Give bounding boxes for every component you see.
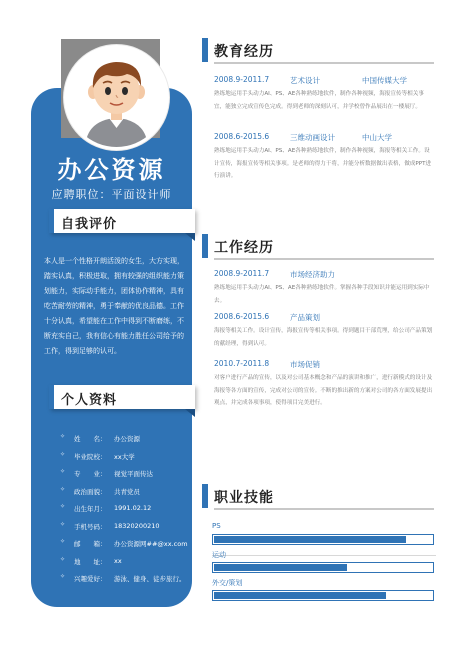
work-entry	[214, 312, 434, 350]
diamond-icon: ✧	[60, 450, 66, 458]
diamond-icon: ✧	[60, 555, 66, 563]
diamond-icon: ✧	[60, 433, 66, 440]
diamond-icon: ✧	[60, 468, 66, 475]
info-row: ✧ 毕业院校： xx大学	[60, 450, 135, 461]
entry-description: 海报等相关工作。设计宣传，海报宣传等相关事项。得到题目干部荒埋，给公司产品策划的献经理，得到认可。	[214, 328, 433, 347]
section-marker	[202, 38, 208, 62]
skill-sport	[212, 550, 436, 573]
work-entry	[214, 359, 434, 410]
divider	[214, 258, 434, 260]
skills-header	[202, 484, 434, 510]
candidate-name: 办公资源	[57, 156, 166, 184]
skill-name: PS	[212, 522, 221, 530]
self-eval-title: 自我评价	[61, 217, 118, 232]
entry-role: 市场经济助力	[290, 270, 335, 279]
education-entry	[214, 132, 434, 183]
entry-date: 2008.9-2011.7	[214, 269, 270, 278]
personal-info-tab	[49, 385, 195, 409]
entry-date: 2008.6-2015.6	[214, 132, 270, 141]
skills-title: 职业技能	[214, 490, 274, 506]
personal-info-title: 个人资料	[61, 393, 118, 408]
tab-accent	[49, 209, 54, 233]
education-header	[202, 38, 434, 64]
work-title: 工作经历	[214, 240, 274, 256]
tab-fold	[185, 409, 195, 417]
entry-date: 2010.7-2011.8	[214, 359, 270, 368]
skill-bar	[212, 590, 434, 601]
diamond-icon: ✧	[60, 520, 66, 528]
entry-major: 三维动画设计	[290, 133, 335, 142]
skill-bar	[212, 562, 434, 573]
diamond-icon: ✧	[60, 538, 66, 545]
entry-date: 2008.9-2011.7	[214, 75, 270, 84]
education-entry	[214, 75, 434, 113]
info-row: ✧ 专 业： 视觉平面传达	[60, 468, 153, 478]
tab-accent	[49, 385, 54, 409]
entry-role: 市场促销	[290, 360, 320, 369]
skill-fill	[214, 564, 347, 571]
info-row: ✧ 出生年月： 1991.02.12	[60, 503, 152, 513]
self-eval-tab	[49, 209, 195, 233]
info-row: ✧ 邮 箱： 办公资源网##@xx.com	[60, 538, 188, 548]
info-row: ✧ 姓 名： 办公资源	[60, 433, 140, 443]
info-row: ✧ 兴趣爱好： 游泳、健身、徒步旅行。	[60, 573, 186, 583]
self-eval-text: 本人是一个性格开朗活泼的女生，大方实现，踏实认真，积极进取，拥有较强的组织能力策划能力，实际动手能力，团体协作精神，具有吃苦耐劳的精神，勇于奉献的优良品德。工作十分认真，希望能在工作中得到不断磨练，不断充实自己，我有信心有能力胜任公司给予的工作，得到足够的认可。	[44, 257, 184, 355]
entry-date: 2008.6-2015.6	[214, 312, 270, 321]
diamond-icon: ✧	[60, 573, 66, 580]
skill-bar	[212, 534, 434, 545]
section-marker	[202, 484, 208, 508]
divider	[214, 508, 434, 510]
diamond-icon: ✧	[60, 485, 66, 493]
entry-description: 熟练地运用手头动力AI、PS、AE各种熟练地软件，制作各种视频，海报等相关工作。设计宣传，海报宣传等相关事项。是老师的得力干将，并能分析数据做出表格，做成PPT进行演讲。	[214, 148, 432, 179]
applied-position: 应聘职位：平面设计师	[51, 188, 172, 201]
education-title: 教育经历	[214, 44, 274, 60]
tab-fold	[185, 233, 195, 241]
entry-school: 中国传媒大学	[362, 76, 407, 85]
info-row: ✧ 地 址： xx	[60, 555, 122, 566]
work-entry	[214, 269, 434, 307]
diamond-icon: ✧	[60, 503, 66, 510]
info-row: ✧ 政治面貌： 共青党员	[60, 485, 140, 496]
personal-info-list	[60, 432, 190, 590]
entry-role: 产品策划	[290, 313, 320, 322]
divider	[214, 62, 434, 64]
skill-fill	[214, 592, 386, 599]
skill-name: 运动	[212, 551, 226, 559]
section-marker	[202, 234, 208, 258]
skill-diplomacy	[212, 578, 436, 601]
info-row: ✧ 手机号码： 18320200210	[60, 520, 160, 531]
work-header	[202, 234, 434, 260]
avatar	[64, 45, 169, 150]
skill-ps	[212, 522, 436, 545]
entry-description: 熟练地运用手头动力AI、PS、AE各种熟练地软件。掌握各种手段知识并能运用到实际中去。	[214, 285, 430, 304]
entry-description: 熟练地运用手头动力AI、PS、AE各种熟练地软件，制作各种视频，海报宣传等相关事宜，能独立完成宣传色完成。得到老师的深刻认可，并学校曾作品展出在一楼展厅。	[214, 91, 424, 110]
skill-fill	[214, 536, 406, 543]
skill-name: 外交/策划	[212, 579, 243, 587]
entry-description: 对客户进行产品的宣传，以及对公司基本概念和产品的演讲和推广，进行新模式的设计及海报等各方面的宣传，完成对公司的宣传。不断的推出新的方案对公司的各方面发展提出观点，并完成各项事项，使得项目完美进行。	[214, 375, 433, 406]
entry-major: 艺术设计	[290, 76, 320, 85]
entry-school: 中山大学	[362, 133, 392, 142]
